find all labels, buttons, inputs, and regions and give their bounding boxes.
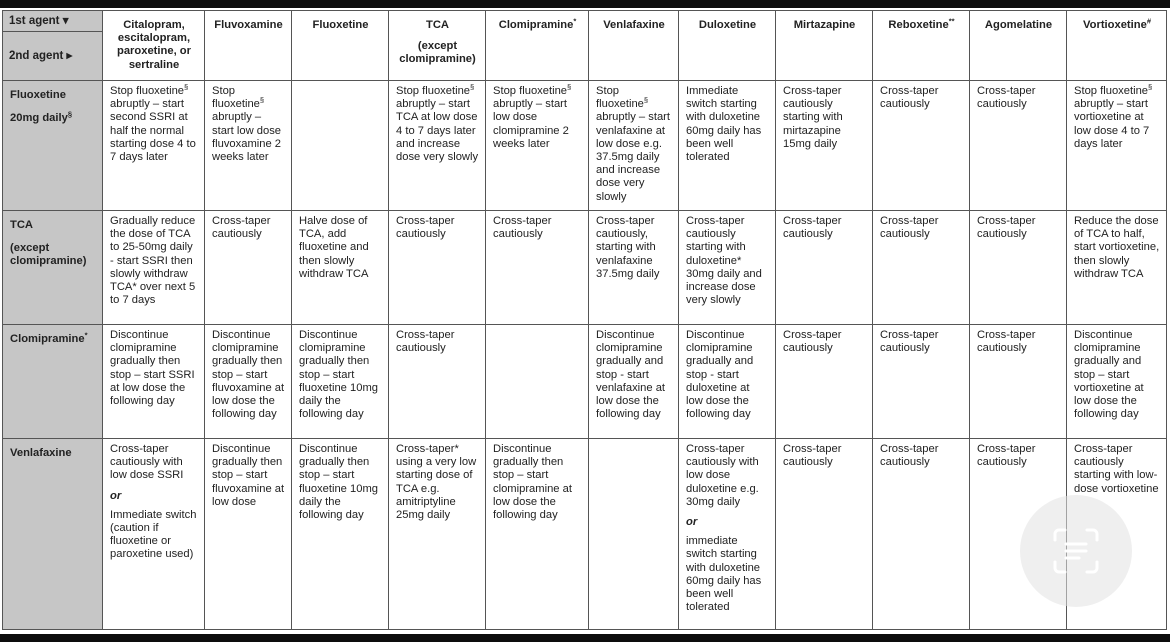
- scan-text-icon: [1051, 526, 1101, 576]
- table-cell: Stop fluoxetine§ abruptly – start second SSRI at half the normal starting dose 4 to 7 days later: [103, 81, 205, 211]
- table-cell: Cross-taper cautiously: [873, 325, 970, 439]
- antidepressant-switching-table: [2, 10, 1167, 630]
- table-cell: Discontinue clomipramine gradually then stop – start fluoxetine 10mg daily the following day: [292, 325, 389, 439]
- row-header-clomipramine: Clomipramine*: [3, 325, 103, 439]
- header-corner: [3, 11, 103, 81]
- table-cell: Discontinue clomipramine gradually and stop - start duloxetine at low dose the following day: [679, 325, 776, 439]
- document-sheet: [0, 8, 1170, 634]
- table-cell: Gradually reduce the dose of TCA to 25-50mg daily - start SSRI then slowly withdraw TCA* over next 5 to 7 days: [103, 211, 205, 325]
- table-row: [3, 211, 1167, 325]
- caret-right-icon: ▸: [66, 50, 73, 62]
- table-cell: Cross-taper cautiously: [205, 211, 292, 325]
- table-cell: Cross-taper cautiously: [486, 211, 589, 325]
- table-cell: Discontinue clomipramine gradually and stop - start venlafaxine at low dose the following day: [589, 325, 679, 439]
- col-header-fluvoxamine: Fluvoxamine: [205, 11, 292, 81]
- col-header-tca: TCA (except clomipramine): [389, 11, 486, 81]
- table-cell: Cross-taper cautiously: [873, 81, 970, 211]
- table-cell: [486, 325, 589, 439]
- col-header-mirtazapine: Mirtazapine: [776, 11, 873, 81]
- table-cell: Cross-taper cautiously: [970, 81, 1067, 211]
- table-row: [3, 325, 1167, 439]
- table-cell: Cross-taper cautiously with low dose SSRI or Immediate switch (caution if fluoxetine or paroxetine used): [103, 439, 205, 630]
- table-cell: Cross-taper cautiously: [873, 211, 970, 325]
- table-cell: Discontinue clomipramine gradually and stop – start vortioxetine at low dose the following day: [1067, 325, 1167, 439]
- table-cell: Cross-taper cautiously with low dose duloxetine e.g. 30mg daily or immediate switch starting with duloxetine 60mg daily has been well tolerated: [679, 439, 776, 630]
- table-cell: Cross-taper cautiously: [776, 325, 873, 439]
- table-cell: Discontinue clomipramine gradually then stop – start fluvoxamine at low dose the following day: [205, 325, 292, 439]
- first-agent-label: 1st agent ▾: [3, 11, 102, 32]
- table-cell: Stop fluoxetine§ abruptly – start low dose clomipramine 2 weeks later: [486, 81, 589, 211]
- row-header-fluoxetine: Fluoxetine 20mg daily§: [3, 81, 103, 211]
- col-header-reboxetine: Reboxetine**: [873, 11, 970, 81]
- row-header-tca: TCA (except clomipramine): [3, 211, 103, 325]
- table-cell: Cross-taper cautiously, starting with venlafaxine 37.5mg daily: [589, 211, 679, 325]
- col-header-fluoxetine: Fluoxetine: [292, 11, 389, 81]
- col-header-agomelatine: Agomelatine: [970, 11, 1067, 81]
- table-cell: Discontinue clomipramine gradually then stop – start SSRI at low dose the following day: [103, 325, 205, 439]
- table-cell: [589, 439, 679, 630]
- table-cell: Stop fluoxetine§ abruptly – start low dose fluvoxamine 2 weeks later: [205, 81, 292, 211]
- col-header-venlafaxine: Venlafaxine: [589, 11, 679, 81]
- table-cell: [292, 81, 389, 211]
- col-header-clomipramine: Clomipramine*: [486, 11, 589, 81]
- table-row: [3, 81, 1167, 211]
- table-cell: Discontinue gradually then stop – start clomipramine at low dose the following day: [486, 439, 589, 630]
- table-row: [3, 439, 1167, 630]
- table-cell: Immediate switch starting with duloxetine 60mg daily has been well tolerated: [679, 81, 776, 211]
- header-row: [3, 11, 1167, 81]
- table-cell: Cross-taper cautiously starting with mirtazapine 15mg daily: [776, 81, 873, 211]
- table-cell: Stop fluoxetine§ abruptly – start TCA at low dose 4 to 7 days later and increase dose very slowly: [389, 81, 486, 211]
- table-cell: Reduce the dose of TCA to half, start vortioxetine, then slowly withdraw TCA: [1067, 211, 1167, 325]
- table-cell: Cross-taper cautiously starting with low-dose vortioxetine: [1067, 439, 1167, 630]
- table-cell: Stop fluoxetine§ abruptly – start vortioxetine at low dose 4 to 7 days later: [1067, 81, 1167, 211]
- table-cell: Cross-taper cautiously: [970, 439, 1067, 630]
- caret-down-icon: ▾: [62, 15, 69, 27]
- table-cell: Cross-taper cautiously: [389, 325, 486, 439]
- table-cell: Cross-taper cautiously: [389, 211, 486, 325]
- table-cell: Cross-taper* using a very low starting dose of TCA e.g. amitriptyline 25mg daily: [389, 439, 486, 630]
- second-agent-label: 2nd agent ▸: [9, 50, 73, 62]
- table-cell: Discontinue gradually then stop – start fluvoxamine at low dose: [205, 439, 292, 630]
- table-cell: Cross-taper cautiously: [776, 211, 873, 325]
- table-cell: Cross-taper cautiously: [776, 439, 873, 630]
- table-cell: Cross-taper cautiously: [873, 439, 970, 630]
- col-header-duloxetine: Duloxetine: [679, 11, 776, 81]
- table-cell: Stop fluoxetine§ abruptly – start venlafaxine at low dose e.g. 37.5mg daily and increase dose very slowly: [589, 81, 679, 211]
- table-cell: Cross-taper cautiously: [970, 211, 1067, 325]
- scan-text-button[interactable]: [1020, 495, 1132, 607]
- top-frame-bar: [0, 0, 1170, 8]
- table-cell: Cross-taper cautiously: [970, 325, 1067, 439]
- table-cell: Halve dose of TCA, add fluoxetine and then slowly withdraw TCA: [292, 211, 389, 325]
- bottom-frame-bar: [0, 634, 1170, 642]
- row-header-venlafaxine: Venlafaxine: [3, 439, 103, 630]
- table-cell: Discontinue gradually then stop – start fluoxetine 10mg daily the following day: [292, 439, 389, 630]
- table-cell: Cross-taper cautiously starting with duloxetine* 30mg daily and increase dose very slowly: [679, 211, 776, 325]
- col-header-ssri: Citalopram, escitalopram, paroxetine, or sertraline: [103, 11, 205, 81]
- col-header-vortioxetine: Vortioxetine#: [1067, 11, 1167, 81]
